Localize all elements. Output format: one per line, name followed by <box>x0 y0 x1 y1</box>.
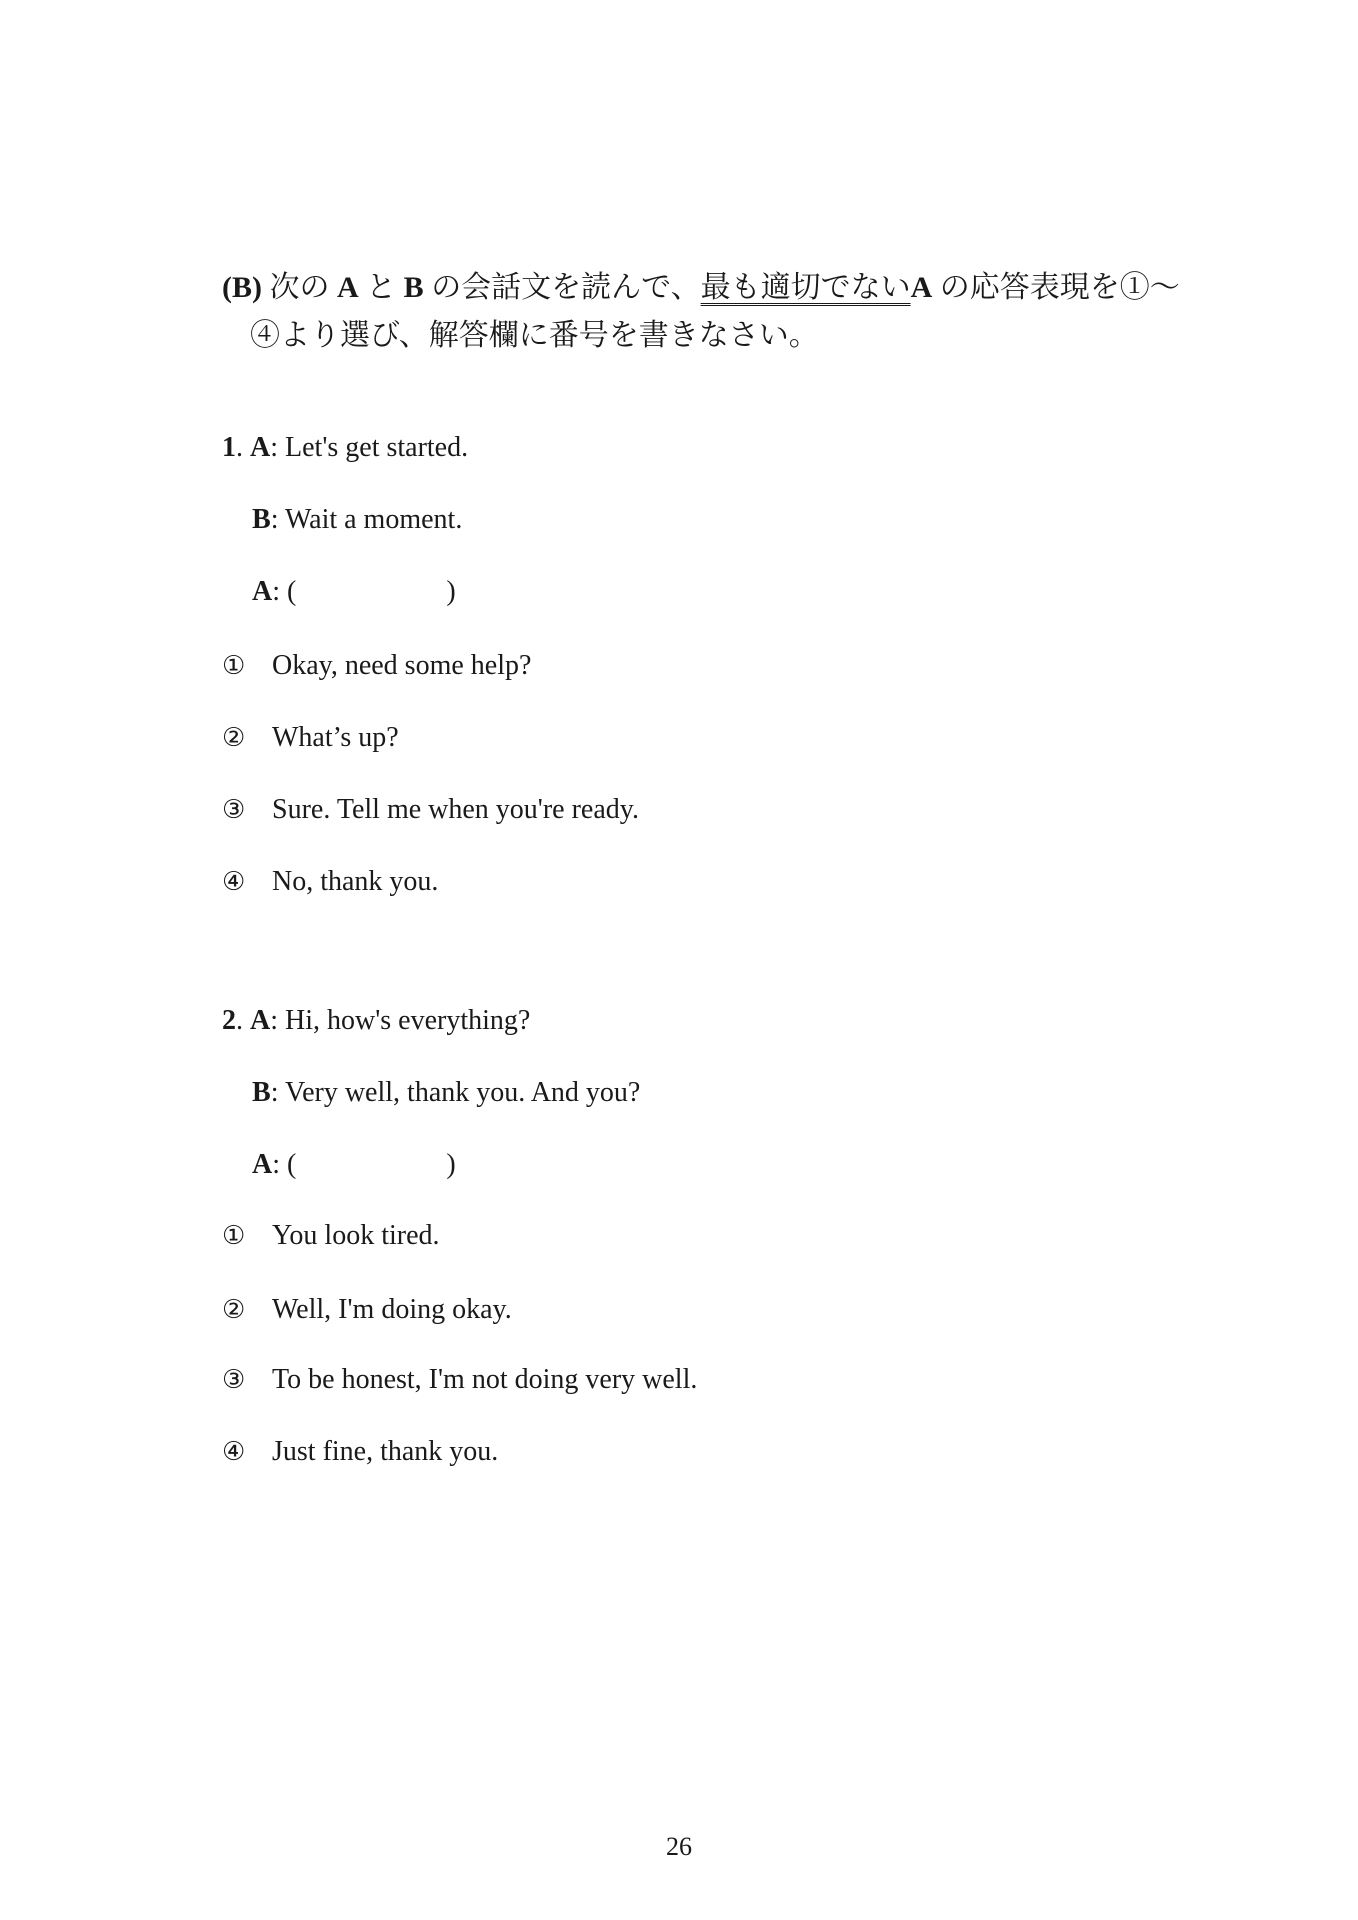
option-mark: ② <box>222 723 246 753</box>
speaker-label: B <box>252 1077 271 1108</box>
option-text: Okay, need some help? <box>272 650 532 681</box>
dialogue-text: : Let's get started. <box>270 432 469 463</box>
option-text: Well, I'm doing okay. <box>272 1294 512 1325</box>
option-mark: ③ <box>222 1365 246 1395</box>
speaker-label: A <box>252 576 273 607</box>
dialogue-text: : Very well, thank you. And you? <box>270 1077 641 1108</box>
instruction-line-1 <box>222 268 1180 308</box>
option-mark: ④ <box>222 1437 246 1467</box>
option-mark: ① <box>222 1221 246 1251</box>
instruction-text: 次の <box>269 271 330 304</box>
question-1-line-answer <box>252 574 456 610</box>
question-2-line-b <box>252 1075 640 1111</box>
answer-blank-open: : ( <box>272 576 297 607</box>
option-text: Just fine, thank you. <box>272 1436 499 1467</box>
option-text: Sure. Tell me when you're ready. <box>272 794 639 825</box>
option-mark: ③ <box>222 795 246 825</box>
speaker-b-ref: B <box>403 271 424 304</box>
option-text: What’s up? <box>272 722 399 753</box>
speaker-label: A <box>250 1005 271 1036</box>
option-text: To be honest, I'm not doing very well. <box>272 1364 698 1395</box>
section-label: (B) <box>222 271 262 304</box>
option-mark: ④ <box>222 867 246 897</box>
speaker-label: A <box>250 432 271 463</box>
answer-blank-open: : ( <box>272 1149 297 1180</box>
dialogue-text: : Hi, how's everything? <box>270 1005 531 1036</box>
question-1-line-b <box>252 502 462 538</box>
speaker-label: A <box>252 1149 273 1180</box>
speaker-label: B <box>252 504 271 535</box>
instruction-text: の応答表現を①～ <box>939 271 1180 304</box>
instruction-text: と <box>366 271 397 304</box>
instruction-line-2: ④より選び、解答欄に番号を書きなさい。 <box>250 319 819 352</box>
speaker-a-ref: A <box>910 271 933 304</box>
question-2-line-answer <box>252 1147 456 1183</box>
speaker-a-ref: A <box>337 271 359 304</box>
answer-blank-close: ) <box>446 576 456 607</box>
option-mark: ② <box>222 1295 246 1325</box>
page-number: 26 <box>666 1832 692 1861</box>
option-text: No, thank you. <box>272 866 439 897</box>
answer-blank-close: ) <box>446 1149 456 1180</box>
question-number: 1 <box>222 432 236 463</box>
question-number: 2 <box>222 1005 236 1036</box>
instruction-text: の会話文を読んで、 <box>431 271 701 304</box>
emphasis-underlined: 最も適切でない <box>700 271 911 304</box>
option-mark: ① <box>222 651 246 681</box>
option-text: You look tired. <box>272 1220 440 1251</box>
question-2-line-a: 2. A: Hi, how's everything? <box>222 1005 531 1036</box>
question-1-line-a: 1. A: Let's get started. <box>222 432 469 463</box>
dialogue-text: : Wait a moment. <box>270 504 463 535</box>
